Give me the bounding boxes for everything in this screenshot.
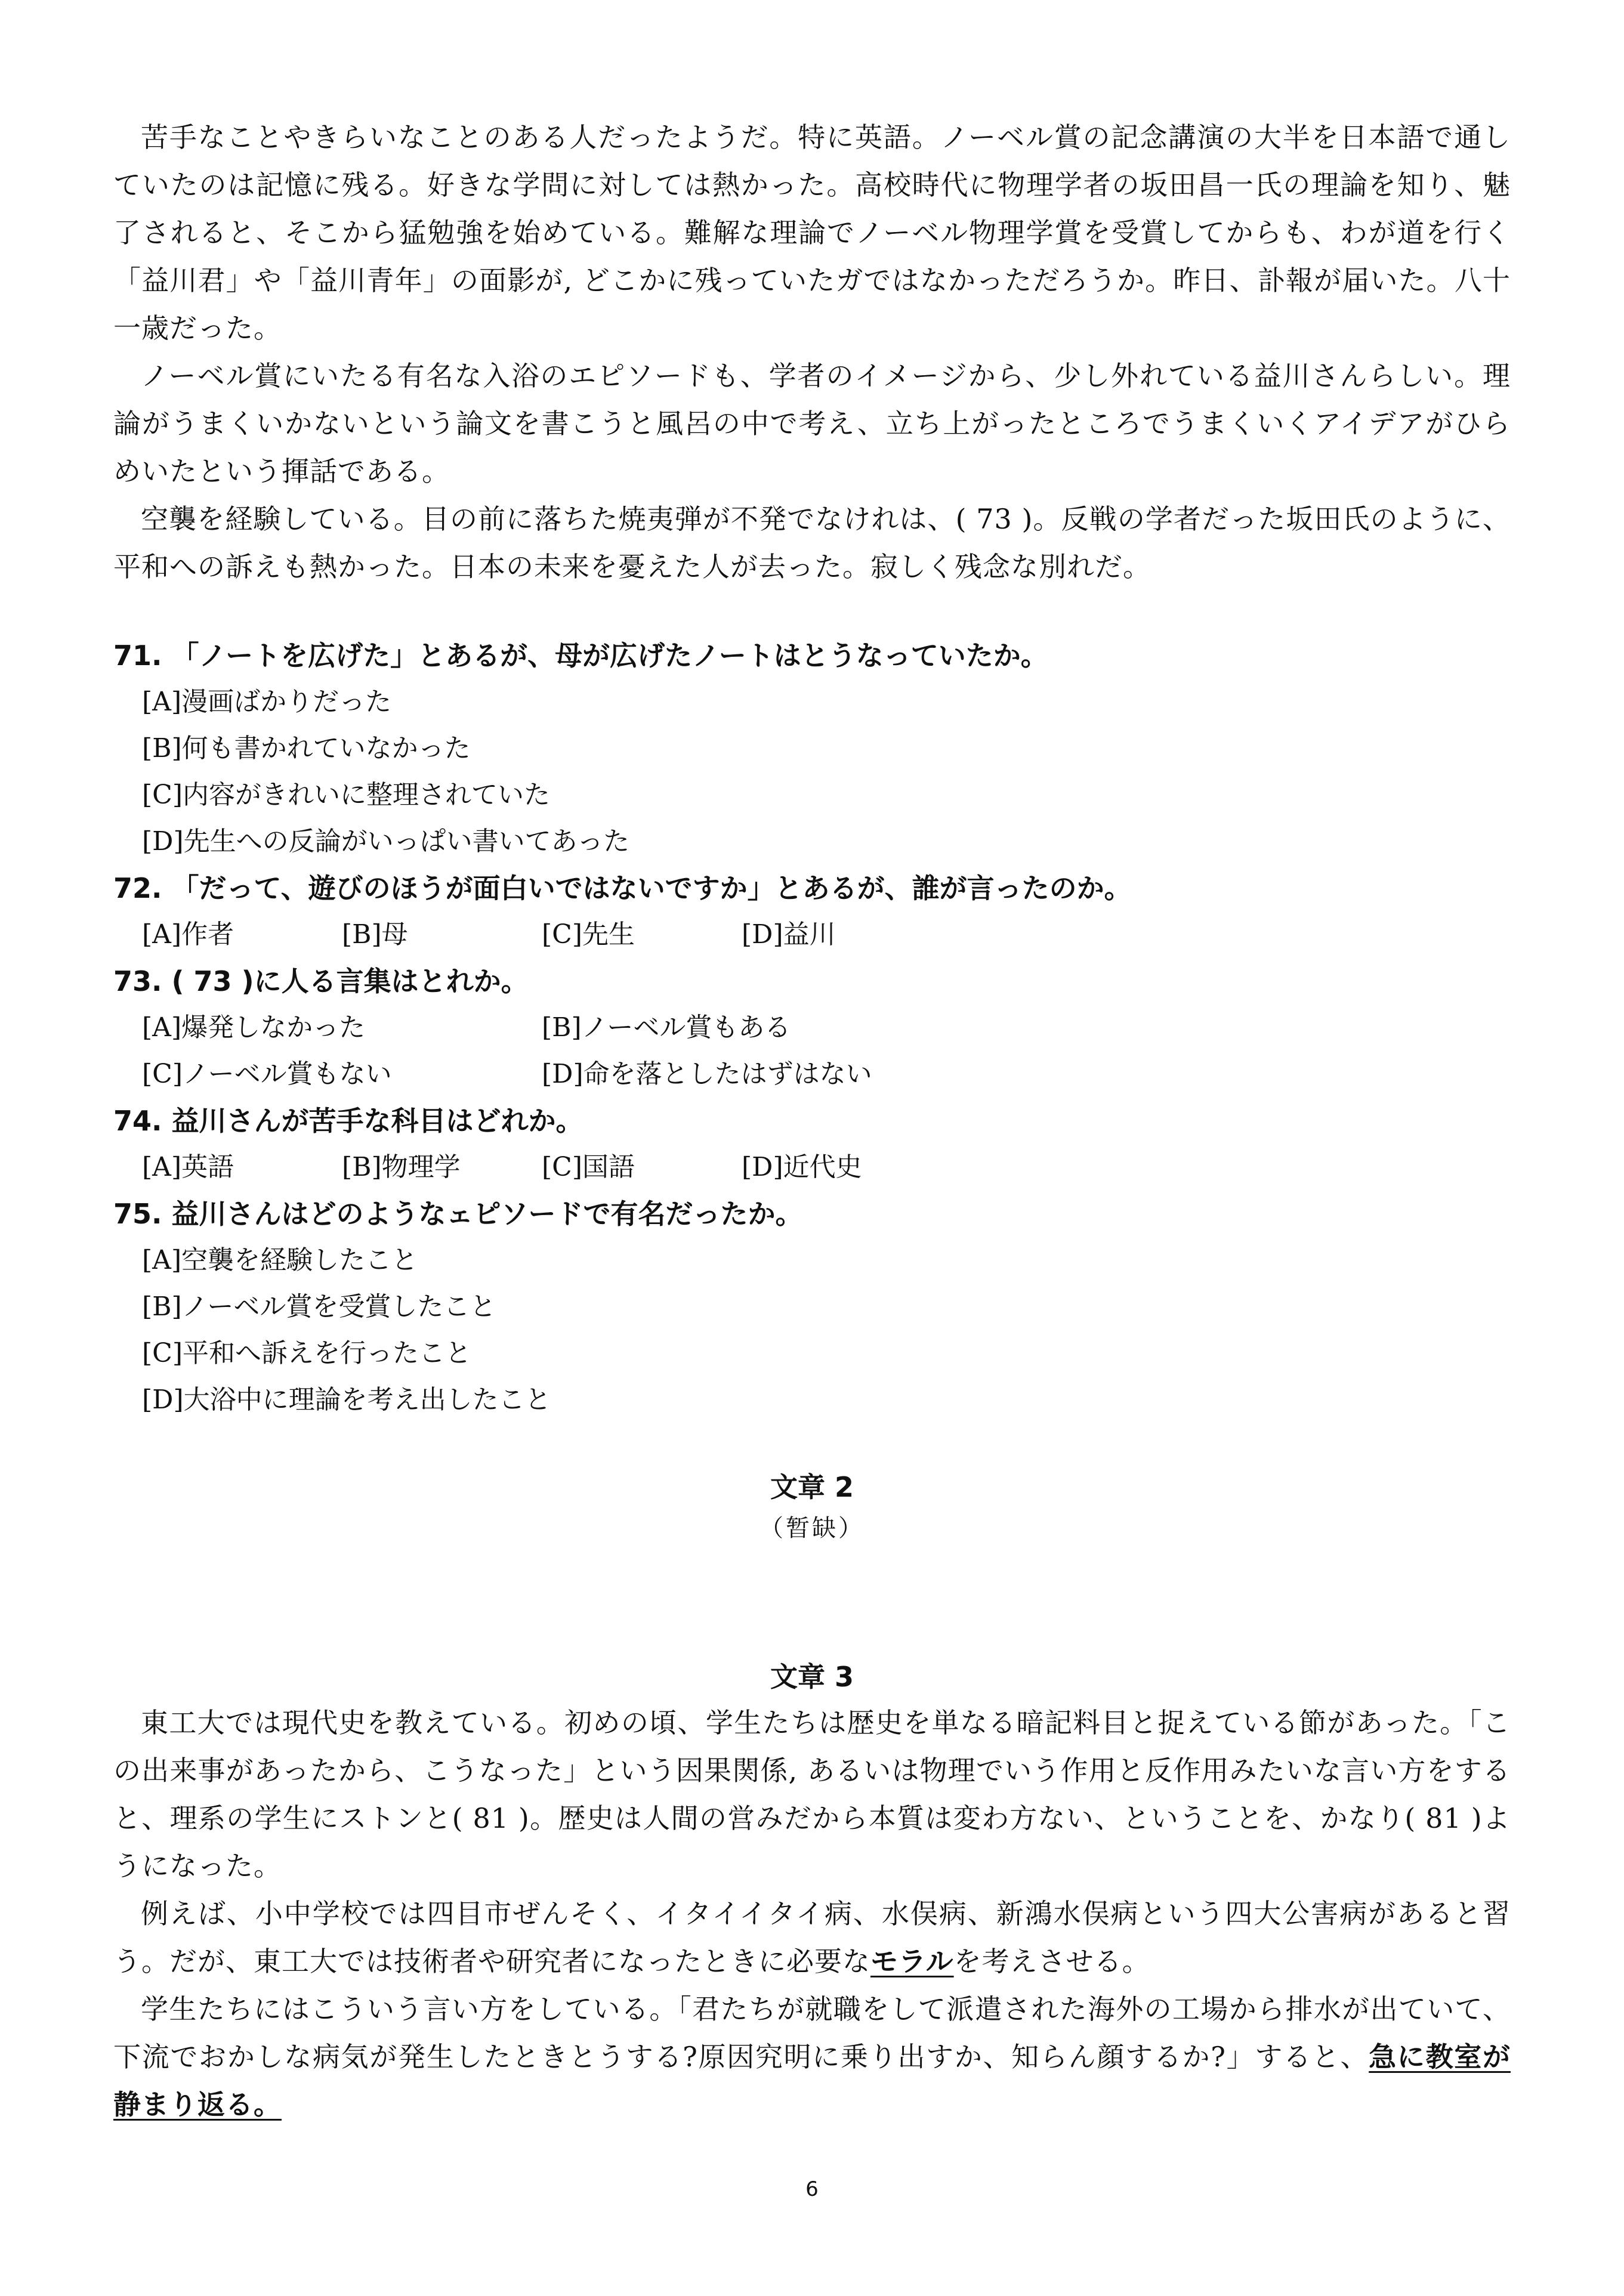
underlined-classroom-silence: 急に教室が静まり返る。 bbox=[113, 2041, 1511, 2121]
question-74 bbox=[113, 1098, 1511, 1191]
question-73-text: 73. ( 73 )に人る言集はとれか。 bbox=[113, 965, 529, 997]
page-content bbox=[113, 113, 1511, 2128]
passage-3-paragraph-3 bbox=[113, 1985, 1511, 2128]
passage-3 bbox=[113, 1655, 1511, 2128]
question-74-option-a[interactable]: [A]英語 bbox=[142, 1152, 234, 1182]
passage-3-paragraph-2-text-after: を考えさせる。 bbox=[953, 1945, 1150, 1977]
passage-1-paragraph-3: 空襲を経験している。目の前に落ちた焼夷弾が不発でなけれは、( 73 )。反戦の学者だった坂田氏のように、平和への訴えも熱かった。日本の未来を憂えた人が去った。寂しく残念な別れだ。 bbox=[113, 503, 1511, 583]
question-74-option-b[interactable]: [B]物理学 bbox=[342, 1152, 461, 1182]
question-73-option-a[interactable]: [A]爆発しなかった bbox=[142, 1012, 366, 1043]
passage-3-heading: 文章 3 bbox=[770, 1661, 854, 1693]
question-71-option-d[interactable]: [D]先生への反論がいっぱい書いてあった bbox=[142, 826, 630, 857]
question-75 bbox=[113, 1191, 1511, 1423]
page-number: 6 bbox=[805, 2177, 819, 2201]
question-73-option-b[interactable]: [B]ノーベル賞もある bbox=[542, 1012, 791, 1043]
passage-3-paragraph-3-text-before: 学生たちにはこういう言い方をしている。「君たちが就職をして派遣された海外の工場から排水が出ていて、下流でおかしな病気が発生したときとうする?原因究明に乗り出すか、知らん顔するか?」すると、 bbox=[113, 1993, 1511, 2073]
question-75-option-d[interactable]: [D]大浴中に理論を考え出したこと bbox=[142, 1385, 551, 1415]
question-72 bbox=[113, 865, 1511, 958]
question-72-option-c[interactable]: [C]先生 bbox=[542, 919, 635, 950]
passage-2-note: （暂缺） bbox=[759, 1515, 865, 1542]
question-75-text: 75. 益川さんはどのようなェピソードで有名だったか。 bbox=[113, 1198, 803, 1230]
question-73-options-row-2 bbox=[142, 1051, 1511, 1098]
question-72-option-b[interactable]: [B]母 bbox=[342, 919, 408, 950]
question-75-option-c[interactable]: [C]平和へ訴えを行ったこと bbox=[142, 1338, 471, 1368]
question-73-option-d[interactable]: [D]命を落としたはずはない bbox=[542, 1059, 872, 1089]
question-72-options bbox=[142, 911, 1511, 958]
question-74-option-c[interactable]: [C]国語 bbox=[542, 1152, 635, 1182]
passage-1-paragraph-2: ノーベル賞にいたる有名な入浴のエピソードも、学者のイメージから、少し外れている益川さんらしい。理論がうまくいかないという論文を書こうと風呂の中で考え、立ち上がったところでうまくいくアイデアがひらめいたという揮話である。 bbox=[113, 360, 1511, 487]
question-72-option-d[interactable]: [D]益川 bbox=[742, 919, 836, 950]
passage-3-paragraph-2 bbox=[113, 1890, 1511, 1985]
question-71-text: 71. 「ノートを広げた」とあるが、母が広げたノートはとうなっていたか。 bbox=[113, 639, 1048, 672]
question-75-option-a[interactable]: [A]空襲を経験したこと bbox=[142, 1245, 418, 1275]
question-71-option-a[interactable]: [A]漫画ばかりだった bbox=[142, 687, 392, 717]
question-72-text: 72. 「だって、遊びのほうが面白いではないですか」とあるが、誰が言ったのか。 bbox=[113, 872, 1132, 904]
passage-1-paragraph-1: 苦手なことやきらいなことのある人だったようだ。特に英語。ノーベル賞の記念講演の大半を日本語で通していたのは記憶に残る。好きな学問に対しては熱かった。高校時代に物理学者の坂田昌一氏の理論を知り、魅了されると、そこから猛勉強を始めている。難解な理論でノーベル物理学賞を受賞してからも、わが道を行く「益川君」や「益川青年」の面影が, どこかに残っていたガではなかっただろうか。昨日、訃報が届いた。八十一歳だった。 bbox=[113, 121, 1511, 344]
passage-1 bbox=[113, 113, 1511, 591]
question-74-text: 74. 益川さんが苦手な科目はどれか。 bbox=[113, 1105, 583, 1137]
passage-2-heading: 文章 2 bbox=[770, 1471, 854, 1503]
question-75-option-b[interactable]: [B]ノーベル賞を受賞したこと bbox=[142, 1291, 496, 1322]
underlined-moral: モラル bbox=[870, 1945, 954, 1977]
question-74-options bbox=[142, 1144, 1511, 1191]
question-71 bbox=[113, 632, 1511, 865]
question-71-option-b[interactable]: [B]何も書かれていなかった bbox=[142, 733, 471, 764]
passage-2 bbox=[113, 1465, 1511, 1547]
question-73-options-row-1 bbox=[142, 1005, 1511, 1051]
question-74-option-d[interactable]: [D]近代史 bbox=[742, 1152, 862, 1182]
passage-3-paragraph-2-text-before: 例えば、小中学校では四目市ぜんそく、イタイイタイ病、水俣病、新鴻水俣病という四大公害病があると習う。だが、東工大では技術者や研究者になったときに必要な bbox=[113, 1898, 1511, 1977]
question-73 bbox=[113, 958, 1511, 1098]
question-71-option-c[interactable]: [C]内容がきれいに整理されていた bbox=[142, 780, 550, 810]
passage-3-paragraph-1: 東工大では現代史を教えている。初めの頃、学生たちは歴史を単なる暗記料目と捉えている節があった。「この出来事があったから、こうなった」という因果関係, あるいは物理でいう作用と反作用みたいな言い方をすると、理系の学生にストンと( 81 )。歴史は人間の営みだから本質は変わ方ない、ということを、かなり( 81 )ようになった。 bbox=[113, 1707, 1511, 1882]
question-72-option-a[interactable]: [A]作者 bbox=[142, 919, 234, 950]
question-73-option-c[interactable]: [C]ノーベル賞もない bbox=[142, 1059, 392, 1089]
